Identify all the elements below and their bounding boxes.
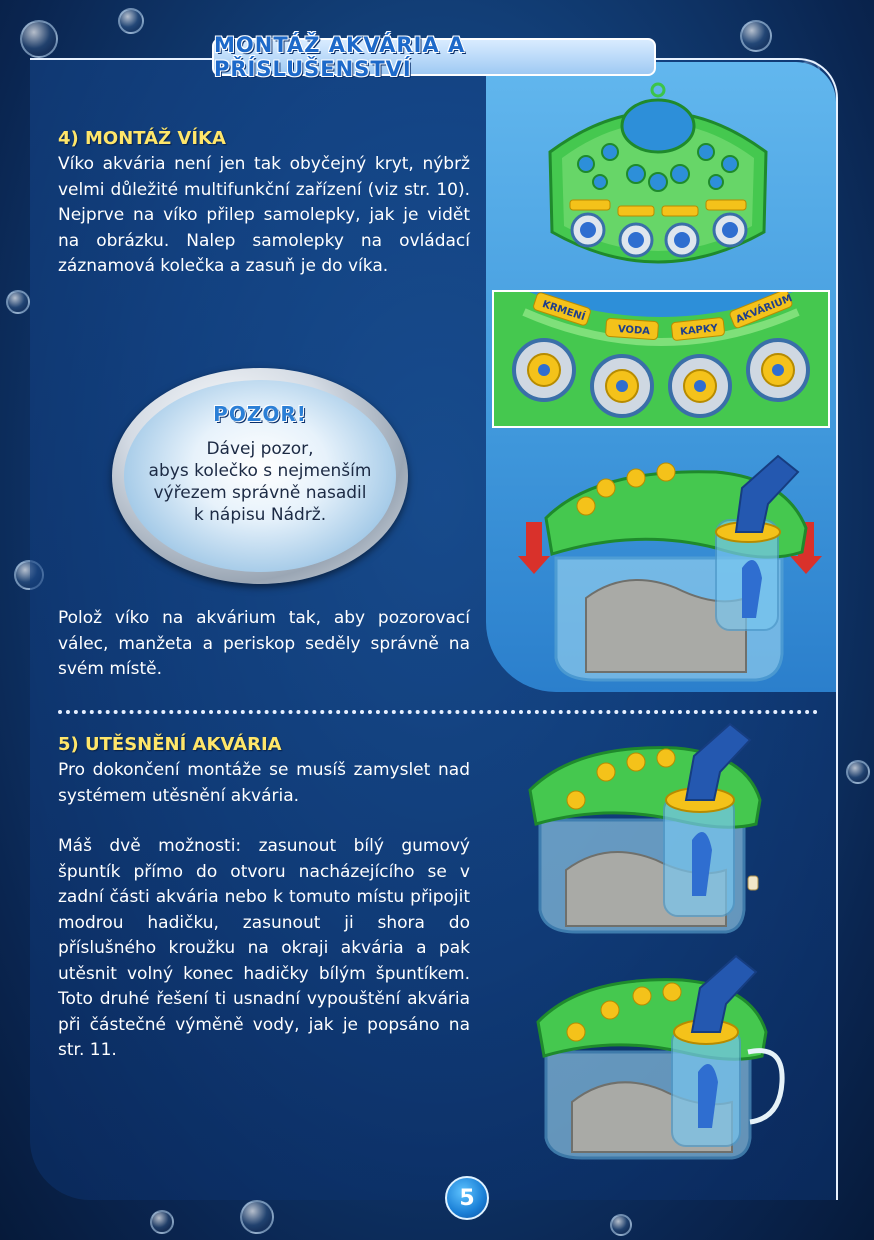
aquarium-lid-assembly-illustration	[516, 448, 828, 688]
warning-line-1: Dávej pozor,	[206, 439, 314, 459]
page-title: MONTÁŽ AKVÁRIA A PŘÍSLUŠENSTVÍ	[214, 33, 466, 81]
section-5-paragraph-2: Máš dvě možnosti: zasunout bílý gumový špuntík přímo do otvoru nacházejícího se v zadní části akvária nebo k tomuto místu připojit modrou hadičku, zasunout ji shora do příslušného kroužku na okraji akvária a pak utěsnit volný konec hadičky bílým špuntíkem. Toto druhé řešení ti usnadní vypouštění akvária při částečné výměně vody, jak je popsáno na str. 11.	[58, 836, 470, 1060]
aquarium-plug-illustration	[526, 720, 770, 942]
page-title-banner	[212, 33, 656, 81]
warning-line-4: k nápisu Nádrž.	[193, 505, 327, 525]
warning-title: POZOR!	[213, 402, 307, 426]
warning-line-2: abys kolečko s nejmenším	[148, 461, 372, 481]
sticker-label-aquarium: AKVÁRIUM	[734, 293, 795, 326]
sticker-label-drops: KAPKY	[679, 322, 719, 338]
aquarium-hose-illustration	[536, 952, 788, 1166]
section-4-paragraph-1: Víko akvária není jen tak obyčejný kryt, nýbrž velmi důležité multifunkční zařízení (viz str. 10). Nejprve na víko přilep samolepky, jak je vidět na obrázku. Nalep samolepky na ovládací záznamová kolečka a zasuň je do víka.	[58, 154, 470, 276]
sticker-label-feeding: KRMENÍ	[540, 299, 587, 324]
section-4-paragraph-2: Polož víko na akvárium tak, aby pozorovací válec, manžeta a periskop seděly správně na svém místě.	[58, 608, 470, 679]
sticker-label-water: VODA	[617, 324, 651, 338]
page-number: 5	[459, 1185, 475, 1211]
section-5-heading: 5) UTĚSNĚNÍ AKVÁRIA	[58, 734, 282, 755]
warning-bubble	[112, 368, 408, 584]
lid-illustration	[540, 82, 776, 278]
section-divider	[58, 710, 818, 714]
page-number-badge	[445, 1176, 489, 1220]
warning-line-3: výřezem správně nasadil	[153, 483, 367, 503]
warning-text	[144, 438, 376, 526]
section-5-paragraph-1: Pro dokončení montáže se musíš zamyslet nad systémem utěsnění akvária.	[58, 760, 470, 806]
sticker-detail	[492, 290, 830, 428]
section-4-heading: 4) MONTÁŽ VÍKA	[58, 128, 226, 149]
